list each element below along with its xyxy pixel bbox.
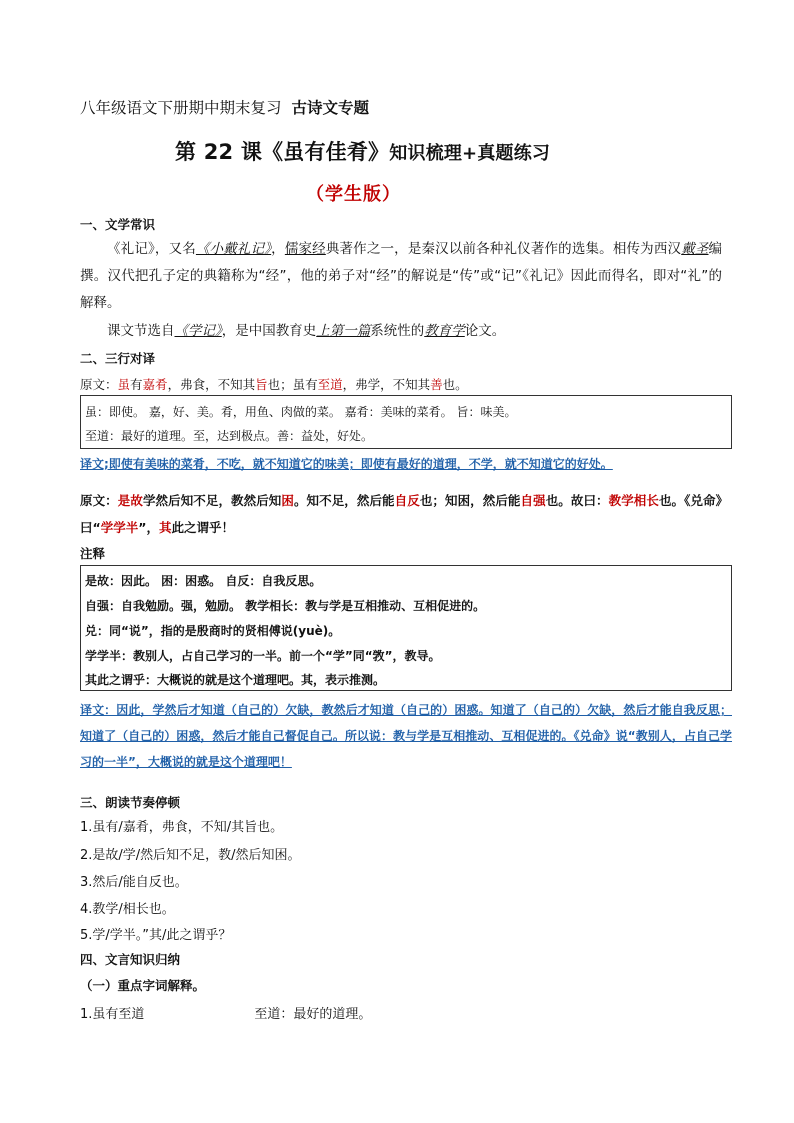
red-word: 善 [430,377,443,392]
course-name: 八年级语文下册期中期末复习 [80,99,282,117]
note-line: 自强：自我勉励。强，勉励。 教学相长：教与学是互相推动、互相促进的。 [85,599,486,613]
section4-heading: 四、文言知识归纳 [80,952,181,967]
text-span: 也；虽有 [267,377,318,392]
text-span: 也。《兑命》曰“ [80,493,722,535]
topic-name: 古诗文专题 [291,99,370,117]
original-text-2 [80,487,722,541]
text-span: 也；知困，然后能 [419,493,521,508]
translation-2: 译文：因此，学然后才知道（自己的）欠缺，教然后才知道（自己的）困惑。知道了（自己的）欠缺，然后才能自我反思；知道了（自己的）困惑，然后才能自己督促自己。所以说：教与学是互相推动、互相促进的。《兑命》说“教别人，占自己学习的一半”，大概说的就是这个道理吧！ [80,703,732,769]
text-span: 系统性的 [370,323,425,339]
text-span: ，弗食，不知其 [167,377,256,392]
text-span: 。知不足，然后能 [293,493,395,508]
red-word: 困 [281,493,294,508]
label: 原文： [80,377,118,392]
red-word: 相长 [633,493,659,508]
underlined-text: 戴圣 [681,241,709,257]
text-span: ，是中国教育史 [221,323,317,339]
reading-item: 3.然后/能自反也。 [80,875,188,890]
underlined-text: 教育学 [424,323,465,339]
underlined-text: 上第一篇 [316,323,371,339]
red-word: 自强 [520,493,546,508]
note-line: 是故：因此。 困：困惑。 自反：自我反思。 [85,574,322,588]
note-line: 学学半：教别人，占自己学习的一半。前一个“学”同“敩”，教导。 [85,649,441,663]
note-line: 其此之谓乎：大概说的就是这个道理吧。其，表示推测。 [85,673,386,687]
notes-label: 注释 [80,546,106,561]
page-title [175,136,550,166]
notes-box-2 [80,565,732,691]
text-span: ”， [138,520,159,535]
vocab-item [80,1003,371,1022]
red-word: 虽 [117,377,131,392]
header-line [80,96,369,118]
red-word: 自反 [394,493,420,508]
section2-heading: 二、三行对译 [80,351,156,366]
reading-item: 4.教学/相长也。 [80,902,175,917]
text-span: 编撰。汉代把孔子定的典籍称为“经”，他的弟子对“经”的解说是“传”或“记”《礼记》因此而得名，即对“礼”的解释。 [80,241,723,311]
text-span: 典著作之一，是秦汉以前各种礼仪著作的选集。相传为西汉 [325,241,682,257]
text-span: 学然后知不足，教然后知 [142,493,282,508]
red-word: 至道 [317,377,343,392]
red-word: 教学 [608,493,634,508]
original-text-1 [80,375,468,393]
text-span: 也。故曰： [545,493,609,508]
edition-label: （学生版） [306,184,401,205]
section1-paragraph2 [80,318,722,345]
reading-item: 1.虽有/嘉肴，弗食，不知/其旨也。 [80,820,284,835]
note-line: 虽：即使。 嘉，好、美。肴，用鱼、肉做的菜。 嘉肴：美味的菜肴。 旨：味美。 [85,405,517,419]
notes-box-1 [80,395,732,449]
label: 原文： [80,493,118,508]
reading-item: 2.是故/学/然后知不足，教/然后知困。 [80,848,301,863]
vocab-explanation: 至道：最好的道理。 [254,1007,372,1022]
section1-paragraph1 [80,236,722,317]
underlined-text: 儒家经 [284,241,326,257]
text-span: 也。 [442,377,468,392]
red-word: 其 [158,520,172,535]
text-span: 有 [130,377,143,392]
red-word: 是故 [117,493,143,508]
underlined-text: 《学记》 [174,323,222,339]
note-line: 至道：最好的道理。至，达到极点。善：益处，好处。 [85,429,374,443]
section3-heading: 三、朗读节奏停顿 [80,795,181,810]
red-word: 嘉肴 [142,377,168,392]
red-word: 旨 [255,377,268,392]
text-span: ，弗学，不知其 [342,377,431,392]
title-sub: 知识梳理+真题练习 [389,143,551,164]
text-span: 课文节选自 [107,323,175,339]
text-span: 此之谓乎！ [171,520,234,535]
underlined-text: 《小戴礼记》 [195,241,272,257]
section4-subheading: （一）重点字词解释。 [80,978,206,993]
red-word: 学学半 [100,520,139,535]
vocab-phrase: 1.虽有至道 [80,1007,145,1022]
text-span: 《礼记》，又名 [107,241,196,257]
reading-item: 5.学/学半。”其/此之谓乎？ [80,928,232,943]
section1-heading: 一、文学常识 [80,217,156,232]
title-main: 第 22 课《虽有佳肴》 [175,140,390,164]
text-span: 论文。 [464,323,506,339]
translation-1: 译文;即使有美味的菜肴，不吃，就不知道它的味美；即使有最好的道理，不学，就不知道它的好处。 [80,457,613,471]
note-line: 兑：同“说”，指的是殷商时的贤相傅说(yuè)。 [85,624,341,638]
text-span: ， [271,241,285,257]
